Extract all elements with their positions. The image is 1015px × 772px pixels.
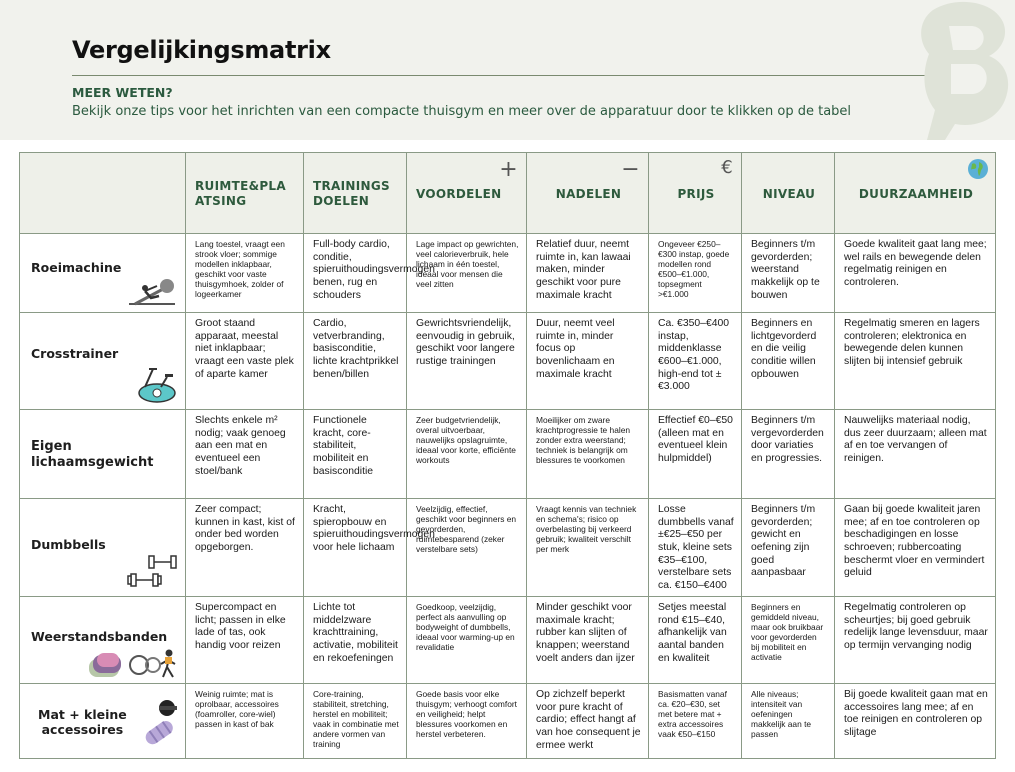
cell-text: Supercompact en licht; passen in elke lade of tas, ook handig voor reizen (195, 601, 286, 651)
header-band (0, 0, 1015, 140)
cell-text: Lage impact op gewrichten, veel calorieverbruik, hele lichaam in één toestel, ideaal voor mensen die veel zitten (416, 239, 519, 290)
cell-voordelen (407, 499, 527, 597)
cell-text: Slechts enkele m² nodig; vaak genoeg aan een mat en eventueel een stoel/bank (195, 415, 286, 477)
row-label: Mat + kleine accessoires (38, 706, 127, 737)
cell-duurzaamheid (835, 313, 996, 410)
row-header-crosstrainer[interactable] (20, 313, 186, 410)
globe-icon (967, 158, 989, 180)
row-header-roeimachine[interactable] (20, 234, 186, 313)
cell-niveau (742, 313, 835, 410)
cell-ruimte (186, 410, 304, 499)
table-row-roeimachine[interactable] (20, 234, 996, 313)
cell-prijs (649, 410, 742, 499)
cell-voordelen (407, 313, 527, 410)
row-header-mat-accessoires[interactable] (20, 683, 186, 758)
cell-text: Relatief duur, neemt ruimte in, kan lawaai maken, minder geschikt voor pure maximale kracht (536, 239, 631, 301)
cell-text: Duur, neemt veel ruimte in, minder focus op bovenlichaam en maximale kracht (536, 318, 615, 380)
cell-duurzaamheid (835, 683, 996, 758)
cell-text: Op zichzelf beperkt voor pure kracht of cardio; effect hangt af van hoe consequent je ermee werkt (536, 688, 641, 751)
row-header-dumbbells[interactable] (20, 499, 186, 597)
resistance-bands-icon (87, 647, 179, 679)
column-header-voordelen (407, 153, 527, 234)
brand-logo-icon (905, 0, 1015, 140)
cell-duurzaamheid (835, 410, 996, 499)
cell-text: Gewrichtsvriendelijk, eenvoudig in gebruik, geschikt voor langere rustige trainingen (416, 318, 515, 368)
cell-text: Effectief €0–€50 (alleen mat en eventueel klein hulpmiddel) (658, 415, 733, 465)
cell-text: Ongeveer €250–€300 instap, goede modellen rond €500–€1.000, topsegment >€1.000 (658, 239, 730, 300)
cell-text: Lichte tot middelzware krachttraining, activatie, mobiliteit en rekoefeningen (313, 601, 398, 664)
cell-text: Zeer budgetvriendelijk, overal uitvoerbaar, nauwelijks opslagruimte, ideaal voor korte, efficiënte workouts (416, 415, 516, 466)
cell-prijs (649, 234, 742, 313)
row-header-weerstandsbanden[interactable] (20, 596, 186, 683)
cell-trainingsdoelen (304, 410, 407, 499)
rowing-machine-icon (127, 274, 179, 308)
column-label: NADELEN (555, 186, 622, 201)
cell-voordelen (407, 596, 527, 683)
cell-text: Basismatten vanaf ca. €20–€30, set met betere mat + extra accessoires vaak €50–€150 (658, 688, 727, 740)
cell-nadelen (527, 499, 649, 597)
cell-trainingsdoelen (304, 234, 435, 313)
cell-prijs (649, 499, 742, 597)
cell-duurzaamheid (835, 234, 996, 313)
cell-voordelen (407, 410, 527, 499)
row-label: Weerstandsbanden (31, 628, 168, 644)
column-header-prijs (649, 153, 742, 234)
cell-text: Zeer compact; kunnen in kast, kist of onder bed worden opgeborgen. (195, 504, 295, 554)
cell-ruimte (186, 234, 304, 313)
column-header-niveau (742, 153, 835, 234)
column-label: DUURZAAMHEID (858, 186, 974, 201)
minus-icon: − (621, 157, 640, 182)
row-label: Dumbbells (31, 536, 106, 552)
table-row-crosstrainer[interactable] (20, 313, 996, 410)
column-header-duurzaamheid (835, 153, 996, 234)
row-label: Crosstrainer (31, 346, 119, 362)
cell-text: Cardio, vetverbranding, basisconditie, lichte krachtprikkel benen/billen (313, 318, 399, 380)
cell-text: Full-body cardio, conditie, spieruithoudingsvermogen benen, rug en schouders (313, 239, 435, 301)
cell-text: Bij goede kwaliteit gaan mat en accessoires lang mee; af en toe reinigen en controleren op slijtage (844, 688, 988, 738)
cell-trainingsdoelen (304, 683, 407, 758)
cell-ruimte (186, 683, 304, 758)
column-header-trainingsdoelen (304, 153, 407, 234)
cell-text: Groot staand apparaat, meestal niet inklapbaar; vraagt een vaste plek of aparte kamer (195, 318, 294, 380)
cell-text: Veelzijdig, effectief, geschikt voor beginners en gevorderden, ruimtebesparend (zeker verstelbare sets) (416, 504, 517, 555)
cell-nadelen (527, 596, 649, 683)
column-header-nadelen (527, 153, 649, 234)
cell-voordelen (407, 234, 527, 313)
euro-icon: € (721, 157, 733, 178)
header-row (20, 153, 996, 234)
cell-text: Vraagt kennis van techniek en schema's; risico op overbelasting bij verkeerd gebruik; kwaliteit verschilt per merk (536, 504, 637, 555)
cell-ruimte (186, 313, 304, 410)
corner-cell (20, 153, 186, 234)
cell-trainingsdoelen (304, 313, 407, 410)
cell-text: Setjes meestal rond €15–€40, afhankelijk van aantal banden en kwaliteit (658, 601, 727, 664)
title-divider (72, 75, 932, 76)
cell-niveau (742, 410, 835, 499)
cell-niveau (742, 683, 835, 758)
cell-ruimte (186, 596, 304, 683)
cell-niveau (742, 234, 835, 313)
table-row-mat-accessoires[interactable] (20, 683, 996, 758)
table-row-dumbbells[interactable] (20, 499, 996, 597)
row-label: Eigen lichaamsgewicht (31, 439, 154, 470)
cell-text: Core-training, stabiliteit, stretching, herstel en mobiliteit; vaak in combinatie met andere vormen van training (313, 688, 399, 750)
table-row-weerstandsbanden[interactable] (20, 596, 996, 683)
column-label: PRIJS (677, 186, 715, 201)
cell-text: Beginners en gemiddeld niveau, maar ook bruikbaar voor gevorderden bij mobiliteit en activatie (751, 601, 824, 663)
cell-ruimte (186, 499, 304, 597)
cell-prijs (649, 683, 742, 758)
cell-trainingsdoelen (304, 596, 407, 683)
cell-text: Weinig ruimte; mat is oprolbaar, accessoires (foamroller, core-wiel) passen in kast of bak (195, 688, 279, 730)
column-label: TRAININGS DOELEN (313, 179, 390, 208)
cell-niveau (742, 499, 835, 597)
cell-text: Lang toestel, vraagt een strook vloer; sommige modellen inklapbaar, geschikt voor vaste thuisgymhoek, zolder of logeerkamer (195, 239, 285, 300)
column-label: RUIMTE&PLA ATSING (195, 179, 286, 208)
cell-prijs (649, 313, 742, 410)
cell-text: Gaan bij goede kwaliteit jaren mee; af en toe controleren op beschadigingen en losse schroeven; rubbercoating beschermt vloer en vermindert geluid (844, 504, 985, 579)
cell-text: Regelmatig smeren en lagers controleren; elektronica en bewegende delen kunnen slijten bij intensief gebruik (844, 318, 980, 368)
cell-voordelen (407, 683, 527, 758)
foam-roller-icon (141, 698, 179, 752)
cell-nadelen (527, 410, 649, 499)
cell-text: Minder geschikt voor maximale kracht; rubber kan slijten of knappen; weerstand voelt anders dan ijzer (536, 601, 635, 664)
page-subtitle: Bekijk onze tips voor het inrichten van een compacte thuisgym en meer over de apparatuur door te klikken op de tabel (72, 104, 852, 119)
comparison-table[interactable] (19, 152, 996, 759)
cell-text: Alle niveaus; intensiteit van oefeningen makkelijk aan te passen (751, 688, 812, 740)
exercise-bike-icon (135, 363, 179, 405)
dumbbells-icon (127, 552, 179, 592)
cell-text: Goede kwaliteit gaat lang mee; wel rails en bewegende delen regelmatig reinigen en controleren. (844, 239, 987, 289)
page-title: Vergelijkingsmatrix (72, 36, 331, 64)
cell-text: Regelmatig controleren op scheurtjes; bij goed gebruik redelijk lange levensduur, maar op termijn vervanging nodig (844, 601, 988, 651)
column-label: NIVEAU (762, 186, 816, 201)
row-label: Roeimachine (31, 260, 122, 276)
cell-text: Ca. €350–€400 instap, middenklasse €600–€1.000, high-end tot ± €3.000 (658, 318, 730, 393)
plus-icon: + (499, 157, 518, 182)
cell-text: Goedkoop, veelzijdig, perfect als aanvulling op bodyweight of dumbbells, ideaal voor warming-up en revalidatie (416, 601, 515, 653)
cell-nadelen (527, 683, 649, 758)
column-label: VOORDELEN (416, 186, 502, 201)
cell-niveau (742, 596, 835, 683)
table-row-eigen-lichaamsgewicht[interactable] (20, 410, 996, 499)
cell-text: Goede basis voor elke thuisgym; verhoogt comfort en veiligheid; helpt blessures voorkomen en herstel verbeteren. (416, 688, 518, 740)
cell-text: Beginners en lichtgevorderd en die veilig conditie willen opbouwen (751, 318, 817, 380)
cell-duurzaamheid (835, 499, 996, 597)
cell-text: Moeilijker om zware krachtprogressie te halen zonder extra weerstand; techniek is belangrijk om blessures te voorkomen (536, 415, 631, 466)
cell-trainingsdoelen (304, 499, 435, 597)
cell-prijs (649, 596, 742, 683)
cell-nadelen (527, 313, 649, 410)
cell-duurzaamheid (835, 596, 996, 683)
column-header-ruimte (186, 153, 304, 234)
cell-text: Kracht, spieropbouw en spieruithoudingsvermogen voor hele lichaam (313, 504, 435, 554)
cell-text: Functionele kracht, core-stabiliteit, mobiliteit en basisconditie (313, 415, 374, 477)
cell-text: Beginners t/m gevorderden; gewicht en oefening zijn goed aanpasbaar (751, 504, 816, 579)
row-header-eigen-lichaamsgewicht[interactable] (20, 410, 186, 499)
meer-weten-heading: MEER WETEN? (72, 85, 173, 100)
cell-text: Beginners t/m vergevorderden door variaties en progressies. (751, 415, 824, 465)
cell-text: Nauwelijks materiaal nodig, dus zeer duurzaam; alleen mat af en toe vervangen of reinigen. (844, 415, 987, 465)
cell-nadelen (527, 234, 649, 313)
cell-text: Losse dumbbells vanaf ±€25–€50 per stuk, kleine sets €35–€100, verstelbare sets ca. €150–€400 (658, 504, 734, 592)
cell-text: Beginners t/m gevorderden; weerstand makkelijk op te bouwen (751, 239, 820, 301)
